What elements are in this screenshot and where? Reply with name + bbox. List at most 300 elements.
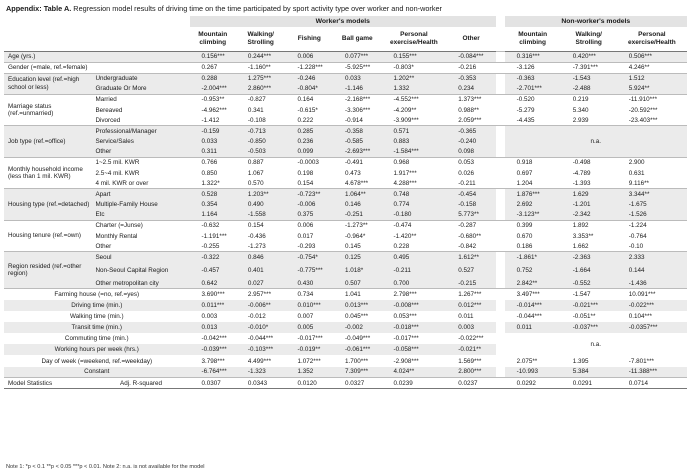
cell-value: -0.037*** [561,322,617,333]
cell-value: 0.198 [297,169,314,177]
cell-value: 0.887 [236,157,286,168]
cell-value: 0.234 [446,84,496,95]
cell-value: -1.323 [236,367,286,378]
cell-value: -5.279 [516,106,535,114]
cell-value: 1.612** [446,252,496,263]
group-header-row [4,16,687,27]
cell-value: 0.033 [190,136,236,147]
row-label: Day of week (=weekend, ref.=weekday) [41,357,153,365]
cell-value: 5.340 [572,106,589,114]
row-group-label: Region resided (ref.=other region) [4,252,92,289]
row-label: Gender (=male, ref.=female) [4,62,190,73]
cell-value: -2.342 [561,210,617,221]
cell-value: -7.801*** [628,357,654,365]
col-header-n-personal: Personal exercise/Health [617,27,687,51]
cell-value: -0.713 [236,126,286,137]
cell-value: -0.754* [286,252,333,263]
cell-value: -0.293 [297,242,316,250]
cell-value: 0.003 [446,322,496,333]
row-sublabel: Apart [92,189,189,200]
row-sublabel: Monthly Rental [95,232,138,240]
cell-value: 0.033 [333,73,382,84]
cell-value: 2.842** [505,278,561,289]
cell-value: -0.353 [446,73,496,84]
cell-value: 1.700*** [345,357,369,365]
cell-value: 0.988** [458,106,479,114]
cell-value: 0.401 [236,262,286,278]
col-header-w-fishing: Fishing [286,27,333,51]
cell-value: -0.211 [458,179,476,187]
cell-value: 2.900 [617,157,687,168]
cell-value: 1.917*** [393,169,417,177]
cell-value: -0.474 [382,220,447,231]
cell-value: 1.164 [190,210,236,221]
cell-value: -0.044*** [516,313,542,321]
cell-value: 3.497*** [505,289,561,300]
cell-value: 0.005 [286,322,333,333]
cell-value: -0.044*** [247,335,274,343]
cell-value: 0.642 [190,278,236,289]
cell-value: 0.156*** [190,51,236,62]
cell-value: -0.964* [345,232,366,240]
cell-value: -4.552*** [382,94,447,105]
cell-value: 0.236 [286,136,333,147]
table-row [4,84,687,95]
cell-value: 0.571 [382,126,447,137]
cell-value: -23.403*** [628,116,658,124]
cell-value: 0.341 [247,106,264,114]
caption-text: Regression model results of driving time on the time participated by sport activity type over worker and non-worker [71,4,442,13]
cell-value: -0.022*** [617,300,687,311]
cell-value: 0.006 [286,220,333,231]
table-row [4,311,687,322]
table-row [4,355,687,366]
row-sublabel: Charter (=Junse) [92,220,189,231]
cell-value: 1.876*** [505,189,561,200]
col-header-w-ballgame: Ball game [333,27,382,51]
column-header-row [4,27,687,51]
row-label: Farming house (=no, ref.=yes) [4,289,190,300]
cell-value: 1.569*** [458,357,482,365]
cell-value: -0.215 [446,278,496,289]
cell-value: 0.670 [516,232,533,240]
cell-value: 0.099 [286,147,333,158]
cell-value: 1.267*** [446,289,496,300]
cell-value: -0.012 [247,313,266,321]
table-row [4,289,687,300]
cell-value: -1.526 [617,210,687,221]
table-row [4,168,687,179]
cell-value: 0.0120 [286,378,333,389]
table-row [4,199,687,210]
cell-value: -1.412 [201,116,220,124]
cell-value: -0.108 [247,116,266,124]
row-label: Commuting time (min.) [64,335,129,343]
cell-value: -0.775*** [286,262,333,278]
cell-value: 0.968 [382,157,447,168]
cell-value: -2.004*** [190,84,236,95]
cell-value: -3.909*** [393,116,419,124]
cell-value: 0.752 [505,262,561,278]
cell-value: 0.145 [345,242,361,250]
cell-value: 4.246** [617,62,687,73]
cell-value: -0.0003 [286,157,333,168]
table-caption [6,4,442,14]
cell-value: 1.072*** [297,357,321,365]
cell-value: -2.693*** [333,147,382,158]
cell-value: -0.363 [505,73,561,84]
cell-value: -10.993 [505,367,561,378]
worker-models-header: Worker's models [190,16,496,27]
cell-value: -0.520 [505,94,561,105]
cell-value: 1.395 [572,357,589,365]
cell-value: -0.436 [247,232,266,240]
cell-value: 0.011 [505,322,561,333]
cell-value: 0.507 [333,278,382,289]
na-cell: n.a. [590,340,602,348]
cell-value: 0.006 [286,51,333,62]
cell-value: 4.024** [382,367,447,378]
cell-value: 4.499*** [247,357,272,365]
cell-value: 1.373*** [446,94,496,105]
cell-value: -0.498 [561,157,617,168]
cell-value: 0.219 [561,94,617,105]
row-label: Walking time (min.) [69,313,124,321]
cell-value: -0.842 [458,242,477,250]
table-row [4,231,687,242]
cell-value: 7.309*** [333,367,382,378]
cell-value: 1.204 [516,179,533,187]
cell-value: -0.255 [201,242,220,250]
cell-value: 0.013*** [333,300,382,311]
table-row [4,367,687,378]
cell-value: -1.160** [236,62,286,73]
cell-value: -0.103*** [236,344,286,355]
cell-value: 4.288*** [393,179,417,187]
cell-value: 3.353** [572,232,594,240]
cell-value: -11.910*** [617,94,687,105]
cell-value: 0.700 [382,278,447,289]
cell-value: -0.457 [190,262,236,278]
cell-value: 0.570 [247,179,264,187]
cell-value: -0.002 [333,322,382,333]
cell-value: -0.010* [236,322,286,333]
cell-value: -0.358 [333,126,382,137]
cell-value: -0.585 [333,136,382,147]
row-sublabel: Bereaved [95,106,123,114]
col-header-n-mountain: Mountain climbing [505,27,561,51]
cell-value: 0.011*** [190,300,236,311]
table-row [4,300,687,311]
row-label: Constant [4,367,190,378]
cell-value: -0.159 [190,126,236,137]
cell-value: -0.216 [446,62,496,73]
nonworker-models-header: Non-worker's models [505,16,687,27]
cell-value: 0.527 [446,262,496,278]
cell-value: -2.908*** [393,357,419,365]
cell-value: -0.021*** [561,300,617,311]
cell-value: 1.629 [561,189,617,200]
cell-value: -0.287 [446,220,496,231]
cell-value: 0.734 [286,289,333,300]
table-row [4,278,687,289]
cell-value: -0.019** [286,344,333,355]
cell-value: -4.435 [516,116,535,124]
cell-value: 0.311 [190,147,236,158]
cell-value: -2.168*** [333,94,382,105]
cell-value: -0.251 [333,210,382,221]
col-header-w-personal: Personal exercise/Health [382,27,447,51]
cell-value: 0.774 [382,199,447,210]
cell-value: 2.939 [572,116,589,124]
table-row [4,252,687,263]
cell-value: -0.680** [458,232,482,240]
cell-value: -0.006** [236,300,286,311]
table-row [4,157,687,168]
cell-value: -0.365 [446,126,496,137]
regression-table [4,16,687,389]
cell-value: -0.049*** [345,335,371,343]
table-footnote: Note 1: *p < 0.1 **p < 0.05 ***p < 0.01. Note 2: n.a. is not available for the model [6,464,205,470]
cell-value: -0.615* [297,106,318,114]
row-sublabel: Adj. R-squared [92,378,189,389]
cell-value: 0.164 [286,94,333,105]
cell-value: 0.0327 [333,378,382,389]
table-row [4,126,687,137]
cell-value: -1.146 [333,84,382,95]
cell-value: -2.363 [561,252,617,263]
cell-value: 9.116** [628,179,649,187]
cell-value: -0.006 [286,199,333,210]
cell-value: 3.344** [617,189,687,200]
cell-value: 0.430 [286,278,333,289]
cell-value: -1.393 [572,179,591,187]
cell-value: -0.240 [446,136,496,147]
cell-value: -0.017*** [297,335,323,343]
cell-value: 1.064** [333,189,382,200]
cell-value: -0.764 [628,232,647,240]
cell-value: 2.800*** [446,367,496,378]
cell-value: -6.764*** [190,367,236,378]
cell-value: 0.0237 [446,378,496,389]
cell-value: -0.827 [236,94,286,105]
cell-value: 1.018* [333,262,382,278]
table-row [4,189,687,200]
table-row [4,220,687,231]
cell-value: 0.012*** [446,300,496,311]
row-group-label: Job type (ref.=office) [4,126,92,158]
table-row [4,322,687,333]
cell-value: 0.285 [286,126,333,137]
table-row [4,378,687,389]
cell-value: -0.039*** [190,344,236,355]
cell-value: 2.075** [516,357,538,365]
cell-value: 0.222 [297,116,314,124]
row-sublabel: Professional/Manager [92,126,189,137]
cell-value: 0.0292 [505,378,561,389]
cell-value: 0.053 [446,157,496,168]
cell-value: -0.632 [190,220,236,231]
cell-value: 0.528 [190,189,236,200]
cell-value: 0.766 [190,157,236,168]
cell-value: -3.126 [505,62,561,73]
cell-value: 2.860*** [236,84,286,95]
row-sublabel: Divorced [95,116,121,124]
row-group-label: Marriage status (ref.=unmarried) [4,94,92,126]
cell-value: 1.352 [286,367,333,378]
cell-value: -0.322 [190,252,236,263]
cell-value: 3.798*** [201,357,225,365]
cell-value: 1.892 [561,220,617,231]
cell-value: -0.850 [236,136,286,147]
cell-value: 2.798*** [382,289,447,300]
cell-value: 10.091*** [617,289,687,300]
cell-value: -0.0357*** [617,322,687,333]
col-header-w-walking: Walking/ Strolling [236,27,286,51]
row-sublabel: Non-Seoul Capital Region [92,262,189,278]
cell-value: 2.059*** [458,116,482,124]
cell-value: 0.0714 [617,378,687,389]
cell-value: -0.803* [382,62,447,73]
cell-value: 1.067 [247,169,264,177]
cell-value: -1.201 [561,199,617,210]
table-row [4,210,687,221]
cell-value: -4.789 [572,169,591,177]
cell-value: 0.155*** [382,51,447,62]
cell-value: 0.053*** [393,313,417,321]
cell-value: 0.0291 [561,378,617,389]
row-group-label: Housing tenure (ref.=own) [4,220,92,252]
cell-value: 0.026 [458,169,475,177]
col-header-w-other: Other [446,27,496,51]
row-group-label: Monthly household income (less than 1 mil. KWR) [4,157,92,189]
cell-value: 0.850 [201,169,218,177]
table-row [4,105,687,116]
cell-value: -4.962*** [201,106,227,114]
table-row [4,333,687,344]
cell-value: -0.021** [446,344,496,355]
cell-value: -0.061*** [333,344,382,355]
row-sublabel: Service/Sales [92,136,189,147]
table-row [4,94,687,105]
cell-value: -11.388*** [617,367,687,378]
cell-value: 0.495 [382,252,447,263]
cell-value: -0.051** [572,313,596,321]
cell-value: 0.0343 [236,378,286,389]
cell-value: -0.158 [446,199,496,210]
row-label: Age (yrs.) [4,51,190,62]
cell-value: -4.209** [393,106,417,114]
cell-value: 0.420*** [561,51,617,62]
cell-value: 0.0307 [190,378,236,389]
cell-value: 0.007 [297,313,314,321]
table-row [4,51,687,62]
table-row [4,262,687,278]
caption-prefix: Appendix: Table A. [6,4,72,13]
cell-value: 0.0239 [382,378,447,389]
cell-value: -0.042*** [201,335,227,343]
cell-value: -5.925*** [333,62,382,73]
cell-value: -0.953** [190,94,236,105]
row-sublabel: Graduate Or More [92,84,189,95]
cell-value: -0.804* [286,84,333,95]
row-group-label: Housing type (ref.=detached) [4,189,92,221]
cell-value: 0.144 [617,262,687,278]
row-label: Driving time (min.) [4,300,190,311]
cell-value: -1.273 [247,242,266,250]
cell-value: 1.332 [382,84,447,95]
row-sublabel: 4 mil. KWR or over [95,179,149,187]
cell-value: 0.473 [345,169,361,177]
cell-value: 0.154 [236,220,286,231]
cell-value: 0.027 [236,278,286,289]
cell-value: 0.017 [297,232,314,240]
cell-value: 0.918 [505,157,561,168]
cell-value: -0.503 [236,147,286,158]
cell-value: -2.701*** [505,84,561,95]
cell-value: -1.191*** [201,232,227,240]
cell-value: -20.592*** [628,106,658,114]
cell-value: 0.354 [190,199,236,210]
cell-value: -3.123** [505,210,561,221]
cell-value: -1.420** [393,232,417,240]
cell-value: 0.013 [190,322,236,333]
row-label: Transit time (min.) [4,322,190,333]
table-row [4,73,687,84]
cell-value: 0.288 [190,73,236,84]
row-sublabel: Other metropolitan city [92,278,189,289]
cell-value: -0.022*** [458,335,484,343]
cell-value: -0.246 [286,73,333,84]
row-group-label: Education level (ref.=high school or less) [4,73,92,94]
na-cell: n.a. [505,126,687,158]
cell-value: -3.306*** [345,106,371,114]
cell-value: -0.10 [628,242,644,250]
cell-value: -0.552 [561,278,617,289]
cell-value: 0.104*** [628,313,652,321]
cell-value: 5.384 [561,367,617,378]
cell-value: 2.692 [505,199,561,210]
cell-value: 1.275*** [236,73,286,84]
cell-value: -7.391*** [561,62,617,73]
cell-value: -1.436 [617,278,687,289]
cell-value: -1.664 [561,262,617,278]
cell-value: 0.883 [382,136,447,147]
row-label: Working hours per week (hrs.) [4,344,190,355]
row-sublabel: Married [92,94,189,105]
cell-value: 0.098 [446,147,496,158]
cell-value: -2.488 [561,84,617,95]
cell-value: 4.678*** [345,179,369,187]
row-sublabel: 1~2.5 mil. KWR [92,157,189,168]
cell-value: 2.957*** [236,289,286,300]
cell-value: 0.186 [516,242,533,250]
table-row [4,241,687,252]
cell-value: -0.084*** [446,51,496,62]
col-header-w-mountain: Mountain climbing [190,27,236,51]
cell-value: 0.003 [201,313,218,321]
row-sublabel: Other [92,147,189,158]
cell-value: 1.041 [333,289,382,300]
cell-value: 3.690*** [190,289,236,300]
cell-value: 0.146 [333,199,382,210]
cell-value: -0.018*** [382,322,447,333]
cell-value: 0.506*** [617,51,687,62]
cell-value: -0.180 [382,210,447,221]
cell-value: 0.010*** [286,300,333,311]
cell-value: 0.316*** [505,51,561,62]
row-sublabel: Etc [92,210,189,221]
